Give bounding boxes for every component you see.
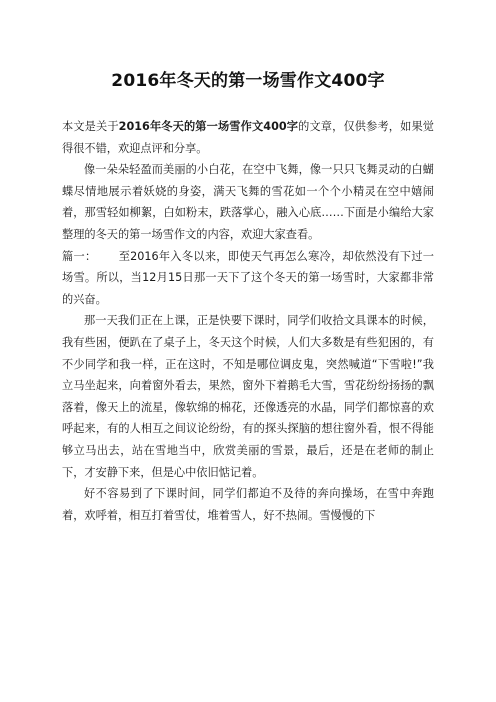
intro-prefix: 本文是关于 [62,120,119,133]
intro-suffix: 的文章，仅供参考，如果觉得很不错，欢迎点评和分享。 [62,120,434,155]
body-paragraph-3: 好不容易到了下课时间，同学们都迫不及待的奔向操场，在雪中奔跑着，欢呼着，相互打着雪仗，堆着雪人，好不热闹。雪慢慢的下 [62,487,434,522]
summary-paragraph: 像一朵朵轻盈而美丽的小白花，在空中飞舞，像一只只飞舞灵动的白蝴蝶尽情地展示着妖娆的身姿，满天飞舞的雪花如一个个小精灵在空中嬉闹着，那雪轻如柳絮，白如粉末，跌落掌心，融入心底……下面是小编给大家整理的冬天的第一场雪作文的内容，欢迎大家查看。 [62,163,434,241]
intro-paragraph [62,116,434,159]
body-paragraph-2: 那一天我们正在上课，正是快要下课时，同学们收拾文具课本的时候，我有些困，便趴在了桌子上，冬天这个时候，人们大多数是有些犯困的，有不少同学和我一样，正在这时，不知是哪位调皮鬼，突然喊道“下雪啦!”我立马坐起来，向着窗外看去，果然，窗外下着鹅毛大雪，雪花纷纷扬扬的飘落着，像天上的流星，像软绵的棉花，还像透亮的水晶，同学们都惊喜的欢呼起来，有的人相互之间议论纷纷，有的探头探脑的想往窗外看，恨不得能够立马出去，站在雪地当中，欣赏美丽的雪景，最后，还是在老师的制止下，才安静下来，但是心中依旧惦记着。 [62,314,434,479]
intro-bold-title: 2016年冬天的第一场雪作文400字 [118,120,299,133]
section-one-paragraph [62,246,434,311]
document-body [62,116,434,526]
section-one-text: 至2016年入冬以来，即使天气再怎么寒冷，却依然没有下过一场雪。所以，当12月15日那一天下了这个冬天的第一场雪时，大家都非常的兴奋。 [62,249,434,306]
document-title: 2016年冬天的第一场雪作文400字 [111,71,385,91]
section-label: 篇一： [62,249,97,263]
